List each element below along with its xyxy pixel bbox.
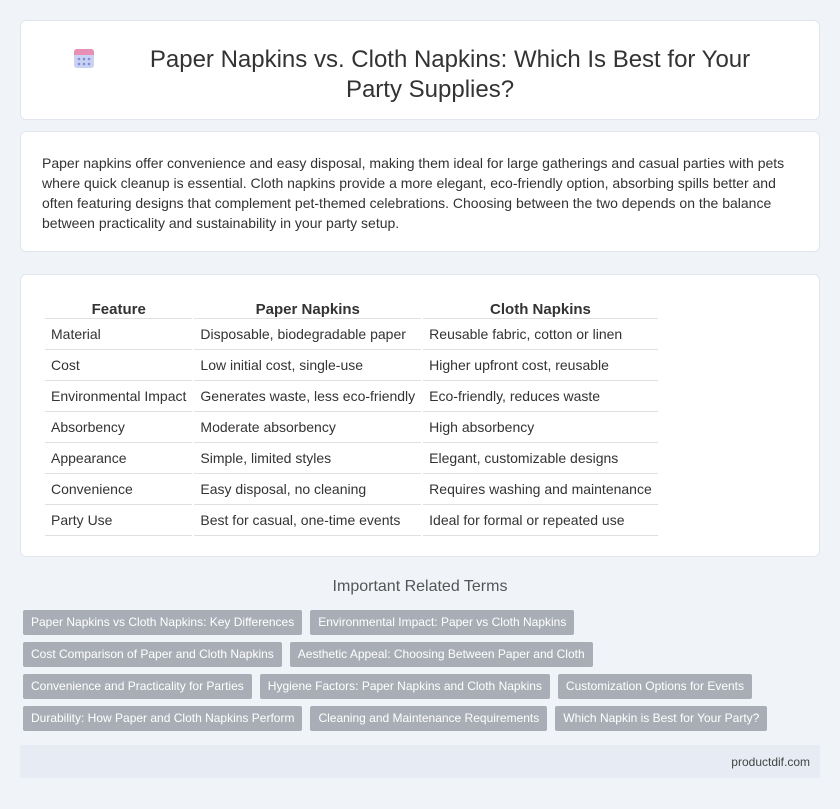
cloth-cell: High absorbency xyxy=(423,412,658,443)
header-paper: Paper Napkins xyxy=(194,297,421,319)
paper-cell: Generates waste, less eco-friendly xyxy=(194,381,421,412)
related-term-tag[interactable]: Which Napkin is Best for Your Party? xyxy=(555,706,767,731)
cloth-cell: Eco-friendly, reduces waste xyxy=(423,381,658,412)
cloth-cell: Reusable fabric, cotton or linen xyxy=(423,319,658,350)
paper-cell: Disposable, biodegradable paper xyxy=(194,319,421,350)
cloth-cell: Requires washing and maintenance xyxy=(423,474,658,505)
table-row xyxy=(45,505,658,536)
page-title: Paper Napkins vs. Cloth Napkins: Which Is Best for Your Party Supplies? xyxy=(149,46,751,103)
header-cloth: Cloth Napkins xyxy=(423,297,658,319)
table-row xyxy=(45,443,658,474)
cloth-cell: Higher upfront cost, reusable xyxy=(423,350,658,381)
related-term-tag[interactable]: Convenience and Practicality for Parties xyxy=(23,674,252,699)
footer xyxy=(20,745,820,778)
cloth-cell: Ideal for formal or repeated use xyxy=(423,505,658,536)
tag-row xyxy=(23,610,783,636)
related-term-tag[interactable]: Environmental Impact: Paper vs Cloth Napkins xyxy=(310,610,574,635)
tag-row xyxy=(23,706,783,732)
table-row xyxy=(45,412,658,443)
feature-cell: Environmental Impact xyxy=(45,381,192,412)
feature-cell: Appearance xyxy=(45,443,192,474)
related-term-tag[interactable]: Cleaning and Maintenance Requirements xyxy=(310,706,547,731)
paper-cell: Moderate absorbency xyxy=(194,412,421,443)
header-feature: Feature xyxy=(45,297,192,319)
feature-cell: Cost xyxy=(45,350,192,381)
paper-cell: Low initial cost, single-use xyxy=(194,350,421,381)
table-row xyxy=(45,381,658,412)
tag-row xyxy=(23,674,783,700)
related-term-tag[interactable]: Hygiene Factors: Paper Napkins and Cloth Napkins xyxy=(260,674,550,699)
feature-cell: Party Use xyxy=(45,505,192,536)
table-row xyxy=(45,350,658,381)
table-row xyxy=(45,474,658,505)
table-row xyxy=(45,319,658,350)
paper-cell: Best for casual, one-time events xyxy=(194,505,421,536)
tag-row xyxy=(23,642,783,668)
intro-card xyxy=(20,131,820,252)
comparison-table xyxy=(43,297,660,536)
related-term-tag[interactable]: Aesthetic Appeal: Choosing Between Paper and Cloth xyxy=(290,642,593,667)
related-terms-list xyxy=(23,610,783,738)
table-header-row xyxy=(45,297,658,319)
feature-cell: Material xyxy=(45,319,192,350)
comparison-card xyxy=(20,274,820,557)
feature-cell: Convenience xyxy=(45,474,192,505)
related-term-tag[interactable]: Customization Options for Events xyxy=(558,674,752,699)
related-terms-heading: Important Related Terms xyxy=(332,578,508,595)
header-card xyxy=(20,20,820,120)
related-term-tag[interactable]: Cost Comparison of Paper and Cloth Napkins xyxy=(23,642,282,667)
paper-cell: Easy disposal, no cleaning xyxy=(194,474,421,505)
intro-paragraph: Paper napkins offer convenience and easy disposal, making them ideal for large gatherings and casual parties with pets where quick cleanup is essential. Cloth napkins provide a more elegant, eco-friendly option, absorbing spills better and often featuring designs that complement pet-themed celebrations. Choosing between the two depends on the balance between practicality and sustainability in your party setup. xyxy=(42,155,785,231)
paper-cell: Simple, limited styles xyxy=(194,443,421,474)
cloth-cell: Elegant, customizable designs xyxy=(423,443,658,474)
related-term-tag[interactable]: Durability: How Paper and Cloth Napkins Perform xyxy=(23,706,302,731)
site-name[interactable]: productdif.com xyxy=(731,755,810,769)
related-term-tag[interactable]: Paper Napkins vs Cloth Napkins: Key Differences xyxy=(23,610,302,635)
feature-cell: Absorbency xyxy=(45,412,192,443)
